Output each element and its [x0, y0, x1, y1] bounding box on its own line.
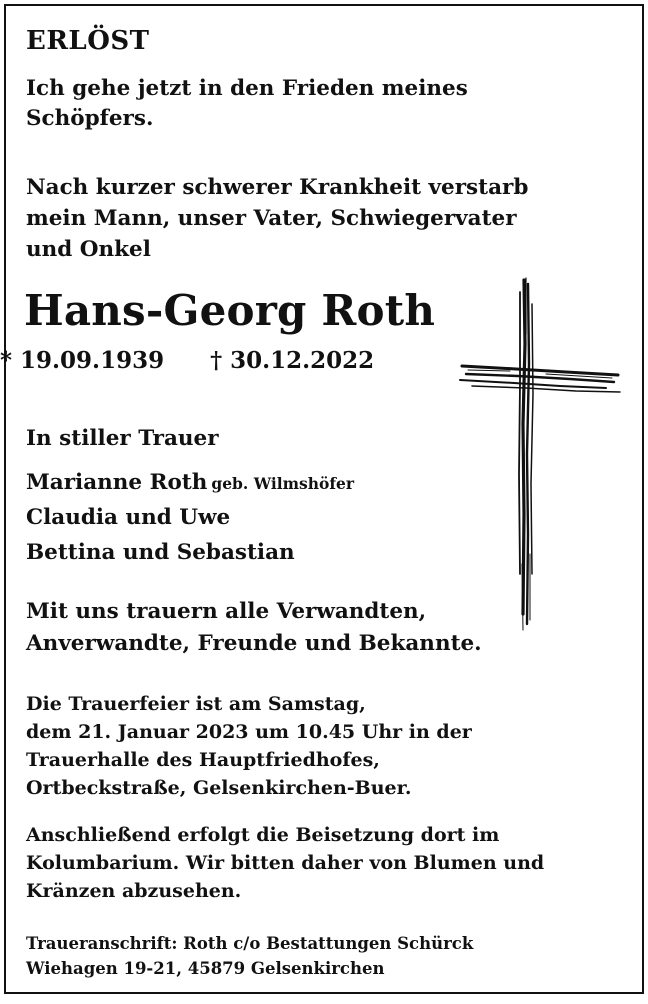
service-line: Trauerhalle des Hauptfriedhofes,: [26, 749, 380, 771]
mourners-intro: In stiller Trauer: [26, 426, 219, 451]
mourner-entry: [26, 540, 295, 565]
funeral-service-info: [26, 690, 472, 802]
mourner-name: Bettina und Sebastian: [26, 540, 295, 565]
relatives-line: Mit uns trauern alle Verwandten,: [26, 599, 427, 624]
obituary-notice: [0, 4, 644, 994]
birth-date: * 19.09.1939: [0, 347, 165, 374]
burial-line: Anschließend erfolgt die Beisetzung dort im: [26, 824, 500, 846]
notice-line: Nach kurzer schwerer Krankheit verstarb: [26, 175, 529, 200]
address-line: Traueranschrift: Roth c/o Bestattungen Schürck: [26, 934, 474, 953]
burial-info: [26, 821, 544, 905]
mourner-name: Marianne Roth: [26, 470, 208, 495]
mourner-entry: [26, 505, 230, 530]
burial-line: Kolumbarium. Wir bitten daher von Blumen und: [26, 852, 545, 874]
mourner-entry: [26, 470, 354, 495]
notice-line: und Onkel: [26, 237, 151, 262]
mourning-address: [26, 931, 473, 981]
intro-line: Schöpfers.: [26, 106, 154, 131]
intro-line: Ich gehe jetzt in den Frieden meines: [26, 76, 468, 101]
mourner-name: Claudia und Uwe: [26, 505, 231, 530]
service-line: Die Trauerfeier ist am Samstag,: [26, 693, 366, 715]
cross-icon: [456, 274, 624, 634]
death-notice-text: [26, 172, 528, 265]
notice-heading: ERLÖST: [26, 26, 150, 56]
service-line: dem 21. Januar 2023 um 10.45 Uhr in der: [26, 721, 472, 743]
service-line: Ortbeckstraße, Gelsenkirchen-Buer.: [26, 777, 412, 799]
life-dates: [0, 347, 374, 374]
deceased-name: Hans-Georg Roth: [24, 286, 436, 335]
maiden-name-note: geb. Wilmshöfer: [211, 474, 355, 493]
intro-quote: [26, 74, 468, 134]
burial-line: Kränzen abzusehen.: [26, 880, 242, 902]
address-line: Wiehagen 19-21, 45879 Gelsenkirchen: [26, 959, 385, 978]
notice-line: mein Mann, unser Vater, Schwiegervater: [26, 206, 517, 231]
death-date: † 30.12.2022: [210, 347, 375, 374]
relatives-line: Anverwandte, Freunde und Bekannte.: [26, 631, 482, 656]
relatives-text: [26, 596, 482, 660]
